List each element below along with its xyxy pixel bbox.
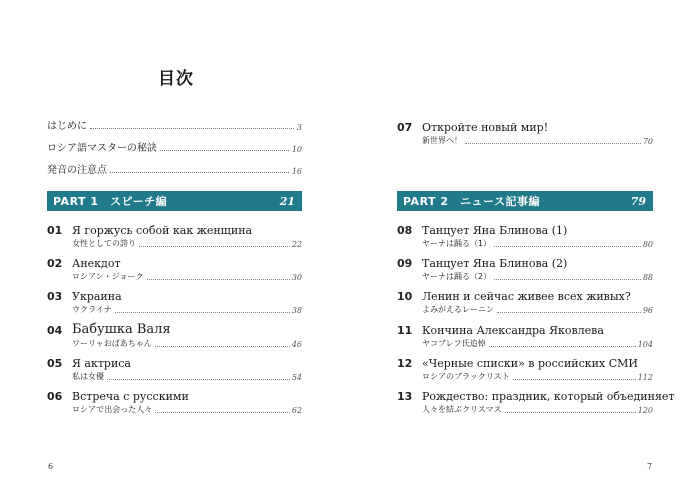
chapter-page: 54 (291, 372, 302, 382)
leader-dots (513, 378, 636, 380)
chapter-entry[interactable] (47, 357, 302, 390)
part1-chapter-list (47, 224, 302, 423)
chapter-title-jp: ウクライナ (72, 305, 112, 315)
chapter-title-ru: Я горжусь собой как женщина (72, 224, 253, 237)
chapter-number: 04 (47, 323, 63, 337)
chapter-title-jp: ロシアで出会った人々 (72, 404, 153, 414)
intro-label: 発音の注意点 (47, 165, 107, 176)
chapter-entry[interactable] (47, 224, 302, 257)
chapter-title-jp: 新世界へ！ (422, 136, 462, 145)
chapter-page: 46 (291, 339, 302, 349)
intro-list (47, 110, 302, 176)
chapter-title-ru: Танцует Яна Блинова (2) (422, 257, 568, 271)
chapter-number: 11 (397, 323, 413, 337)
part2-page: 79 (630, 194, 646, 208)
chapter-number: 07 (397, 121, 413, 134)
chapter-title-ru: Откройте новый мир! (422, 121, 549, 134)
chapter-page: 38 (291, 306, 302, 316)
leader-dots (90, 127, 294, 129)
chapter-number: 09 (397, 257, 413, 271)
chapter-title-ru: «Черные списки» в российских СМИ (422, 356, 638, 370)
leader-dots (107, 378, 290, 380)
chapter-number: 06 (47, 389, 63, 403)
chapter-page: 22 (291, 240, 302, 249)
chapter-entry[interactable] (397, 290, 653, 323)
chapter-page: 62 (291, 405, 302, 415)
chapter-title-ru: Я актриса (72, 356, 131, 370)
intro-page: 3 (296, 123, 302, 132)
chapter-entry[interactable] (397, 324, 653, 357)
page-title: 目次 (158, 69, 194, 89)
part2-header[interactable] (397, 191, 653, 211)
part1-header[interactable] (47, 191, 302, 211)
chapter-page: 80 (642, 240, 653, 249)
leader-dots (465, 142, 641, 144)
part1-title: PART 1 スピーチ編 (53, 195, 168, 208)
chapter-page: 120 (637, 405, 653, 415)
chapter-entry[interactable] (397, 257, 653, 290)
chapter-entry[interactable] (397, 357, 653, 390)
chapter-title-ru: Кончина Александра Яковлева (422, 323, 604, 337)
chapter-page: 70 (642, 137, 653, 146)
chapter-number: 05 (47, 356, 63, 370)
chapter-number: 13 (397, 389, 413, 403)
chapter-number: 03 (47, 290, 63, 304)
chapter07-block (397, 121, 653, 154)
intro-item[interactable] (47, 110, 302, 132)
chapter-title-jp: 女性としての誇り (72, 239, 136, 248)
chapter-number: 08 (397, 224, 413, 237)
chapter-title-jp: ヤーナは踊る（1） (422, 239, 492, 248)
chapter-page: 112 (637, 372, 653, 382)
intro-page: 10 (291, 145, 302, 154)
chapter-number: 01 (47, 224, 63, 237)
chapter-title-jp: よみがえるレーニン (422, 305, 494, 315)
intro-label: ロシア語マスターの秘訣 (47, 143, 157, 154)
chapter-title-jp: ロシアのブラックリスト (422, 371, 510, 381)
chapter-title-ru: Танцует Яна Блинова (1) (422, 224, 568, 237)
leader-dots (494, 245, 641, 247)
intro-item[interactable] (47, 132, 302, 154)
part2-title: PART 2 ニュース記事編 (403, 195, 540, 208)
chapter-entry[interactable] (47, 321, 302, 357)
intro-page: 16 (291, 167, 302, 176)
chapter-entry[interactable] (397, 121, 653, 154)
chapter-entry[interactable] (397, 389, 675, 423)
leader-dots (494, 278, 641, 280)
folio-right: 7 (647, 462, 653, 471)
chapter-number: 02 (47, 257, 63, 271)
chapter-number: 10 (397, 290, 413, 304)
chapter-entry[interactable] (47, 290, 302, 323)
chapter-entry[interactable] (47, 257, 302, 290)
chapter-title-ru: Бабушка Валя (72, 321, 171, 337)
leader-dots (155, 345, 290, 347)
chapter-title-jp: ロシアン・ジョーク (72, 272, 144, 282)
chapter-entry[interactable] (397, 224, 653, 257)
leader-dots (147, 278, 290, 280)
leader-dots (160, 149, 289, 151)
chapter-title-ru: Рождество: праздник, который объединяет (422, 389, 675, 403)
leader-dots (139, 245, 290, 247)
chapter-title-ru: Анекдот (72, 257, 121, 271)
chapter-title-jp: ヤコブレフ氏追悼 (422, 338, 486, 348)
chapter-title-jp: 私は女優 (72, 371, 104, 381)
chapter-title-ru: Украина (72, 290, 122, 304)
chapter-entry[interactable] (47, 390, 302, 423)
leader-dots (489, 345, 636, 347)
part1-page: 21 (279, 194, 295, 208)
folio-left: 6 (48, 462, 54, 471)
chapter-title-ru: Встреча с русскими (72, 389, 189, 403)
intro-label: はじめに (47, 121, 87, 132)
leader-dots (505, 411, 636, 413)
chapter-page: 104 (637, 339, 653, 349)
chapter-page: 96 (642, 306, 653, 316)
chapter-page: 88 (642, 273, 653, 283)
leader-dots (110, 171, 289, 173)
chapter-page: 30 (291, 273, 302, 283)
chapter-title-ru: Ленин и сейчас живее всех живых? (422, 290, 631, 304)
part2-chapter-list (397, 224, 675, 423)
intro-item[interactable] (47, 154, 302, 176)
chapter-number: 12 (397, 356, 413, 370)
leader-dots (497, 311, 641, 313)
leader-dots (115, 311, 290, 313)
chapter-title-jp: ヤーナは踊る（2） (422, 272, 492, 282)
chapter-title-jp: 人々を結ぶクリスマス (422, 404, 502, 414)
chapter-title-jp: ワーリャおばあちゃん (72, 338, 152, 348)
leader-dots (155, 411, 290, 413)
